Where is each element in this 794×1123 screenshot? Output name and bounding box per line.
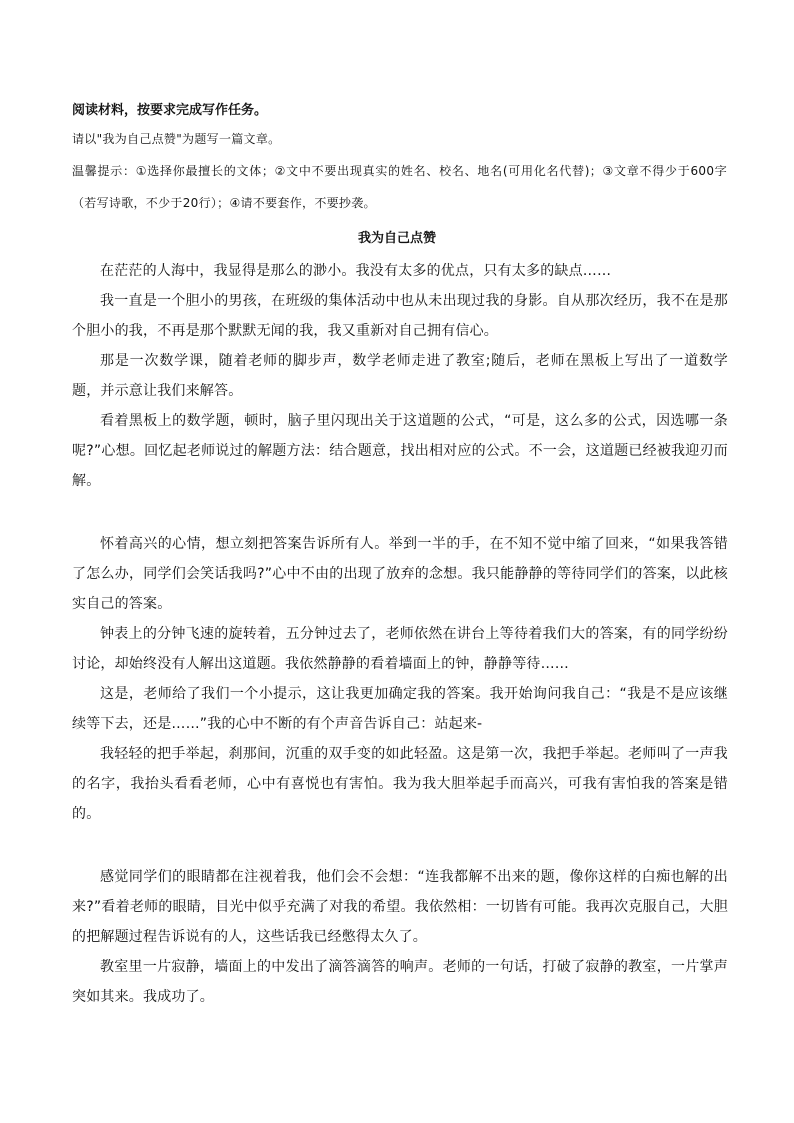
essay-paragraph: 感觉同学们的眼睛都在注视着我，他们会不会想：“连我都解不出来的题，像你这样的白痴也解的出来?”看着老师的眼睛，目光中似乎充满了对我的希望。我依然相：一切皆有可能。我再次克服自己，大胆的把解题过程告诉说有的人，这些话我已经憋得太久了。: [72, 869, 728, 945]
essay-paragraph: 我一直是一个胆小的男孩，在班级的集体活动中也从未出现过我的身影。自从那次经历，我不在是那个胆小的我，不再是那个默默无闻的我，我又重新对自己拥有信心。: [72, 293, 728, 339]
writing-prompt: 请以"我为自己点赞"为题写一篇文章。: [72, 132, 281, 146]
essay-paragraph: 钟表上的分钟飞速的旋转着，五分钟过去了，老师依然在讲台上等待着我们大的答案，有的同学纷纷讨论，却始终没有人解出这道题。我依然静静的看着墙面上的钟，静静等待……: [72, 626, 728, 672]
writing-tips: 温馨提示：①选择你最擅长的文体；②文中不要出现真实的姓名、校名、地名(可用化名代替)；③文章不得少于600字（若写诗歌，不少于20行）；④请不要套作，不要抄袭。: [72, 164, 727, 210]
essay-body: [72, 256, 728, 1012]
essay-paragraph: 看着黑板上的数学题，顿时，脑子里闪现出关于这道题的公式，“可是，这么多的公式，因选哪一条呢?”心想。回忆起老师说过的解题方法：结合题意，找出相对应的公式。不一会，这道题已经被我迎刃而解。: [72, 413, 728, 489]
task-instructions: [72, 99, 727, 219]
essay-paragraph: 怀着高兴的心情，想立刻把答案告诉所有人。举到一半的手，在不知不觉中缩了回来，“如果我答错了怎么办，同学们会笑话我吗?”心中不由的出现了放弃的念想。我只能静静的等待同学们的答案，以此核实自己的答案。: [72, 536, 728, 612]
essay-paragraph: 在茫茫的人海中，我显得是那么的渺小。我没有太多的优点，只有太多的缺点……: [100, 263, 612, 279]
essay-paragraph: 我轻轻的把手举起，刹那间，沉重的双手变的如此轻盈。这是第一次，我把手举起。老师叫了一声我的名字，我抬头看看老师，心中有喜悦也有害怕。我为我大胆举起手而高兴，可我有害怕我的答案是错的。: [72, 746, 728, 822]
essay-title: 我为自己点赞: [357, 231, 436, 246]
instruction-heading: 阅读材料，按要求完成写作任务。: [72, 103, 268, 118]
essay-paragraph: 这是，老师给了我们一个小提示，这让我更加确定我的答案。我开始询问我自己：“我是不是应该继续等下去，还是……”我的心中不断的有个声音告诉自己：站起来-: [72, 686, 728, 732]
essay-paragraph: 教室里一片寂静，墙面上的中发出了滴答滴答的响声。老师的一句话，打破了寂静的教室，一片掌声突如其来。我成功了。: [72, 959, 728, 1005]
essay-paragraph: 那是一次数学课，随着老师的脚步声，数学老师走进了教室;随后，老师在黑板上写出了一道数学题，并示意让我们来解答。: [72, 353, 728, 399]
